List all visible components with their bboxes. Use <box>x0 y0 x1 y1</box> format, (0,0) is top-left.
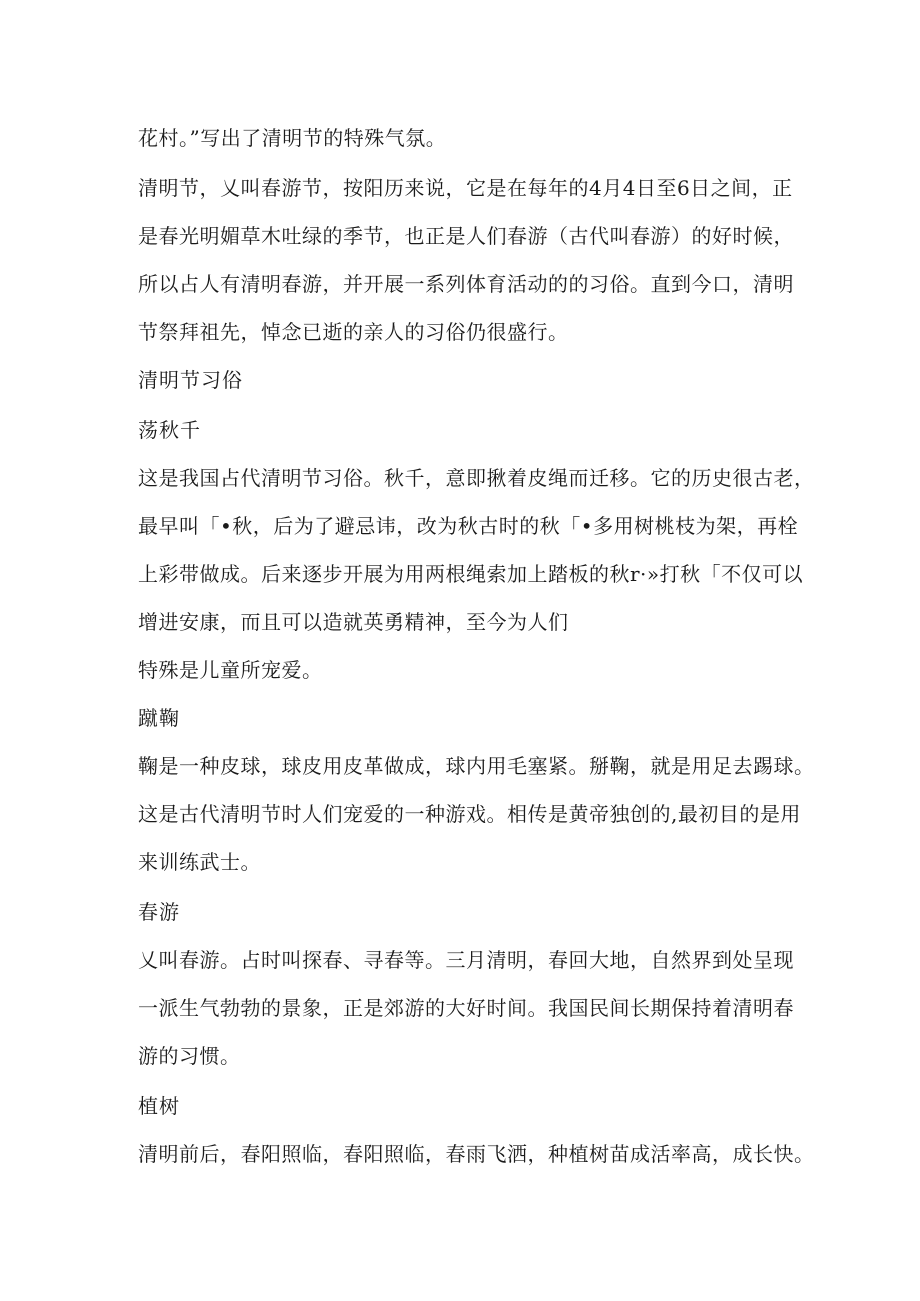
text-line: 清明节，乂叫春游节，按阳历来说，它是在每年的4月4日至6日之间，正 <box>138 176 793 200</box>
section-heading: 清明节习俗 <box>138 368 243 392</box>
text-line: 来训练武士。 <box>138 850 261 874</box>
text-line: 特殊是儿童所宠爱。 <box>138 658 323 682</box>
section-heading: 荡秋千 <box>138 418 201 442</box>
section-heading: 植树 <box>138 1094 180 1118</box>
text-line: 节祭拜祖先，悼念已逝的亲人的习俗仍很盛行。 <box>138 320 569 344</box>
text-line: 花村。”写出了清明节的特殊气氛。 <box>138 126 447 150</box>
text-line: 上彩带做成。后来逐步开展为用两根绳索加上踏板的秋r·»打秋「不仅可以 <box>138 562 804 586</box>
text-line: 所以占人有清明春游，并开展一系列体育活动的的习俗。直到今口，清明 <box>138 272 794 296</box>
section-heading: 蹴鞠 <box>138 706 180 730</box>
text-line: 清明前后，春阳照临，春阳照临，春雨飞洒，种植树苗成活率高，成长快。 <box>138 1142 815 1166</box>
text-line: 乂叫春游。占时叫探春、寻春等。三月清明，春回大地，自然界到处呈现 <box>138 948 794 972</box>
text-line: 游的习惯。 <box>138 1044 241 1068</box>
text-line: 鞠是一种皮球，球皮用皮革做成，球内用毛塞紧。掰鞠，就是用足去踢球。 <box>138 754 815 778</box>
text-line: 是春光明媚草木吐绿的季节，也正是人们春游（古代叫春游）的好时候， <box>138 224 794 248</box>
text-line: 这是我国占代清明节习俗。秋千，意即揪着皮绳而迁移。它的历史很古老， <box>138 466 815 490</box>
text-line: 这是古代清明节时人们宠爱的一种游戏。相传是黄帝独创的,最初目的是用 <box>138 802 801 826</box>
section-heading: 春游 <box>138 900 180 924</box>
text-line: 增进安康，而且可以造就英勇精神，至今为人们 <box>138 610 569 634</box>
text-line: 一派生气勃勃的景象，正是郊游的大好时间。我国民间长期保持着清明春 <box>138 996 794 1020</box>
text-line: 最早叫「•秋，后为了避忌讳，改为秋古时的秋「•多用树桃枝为架，再栓 <box>138 514 799 538</box>
